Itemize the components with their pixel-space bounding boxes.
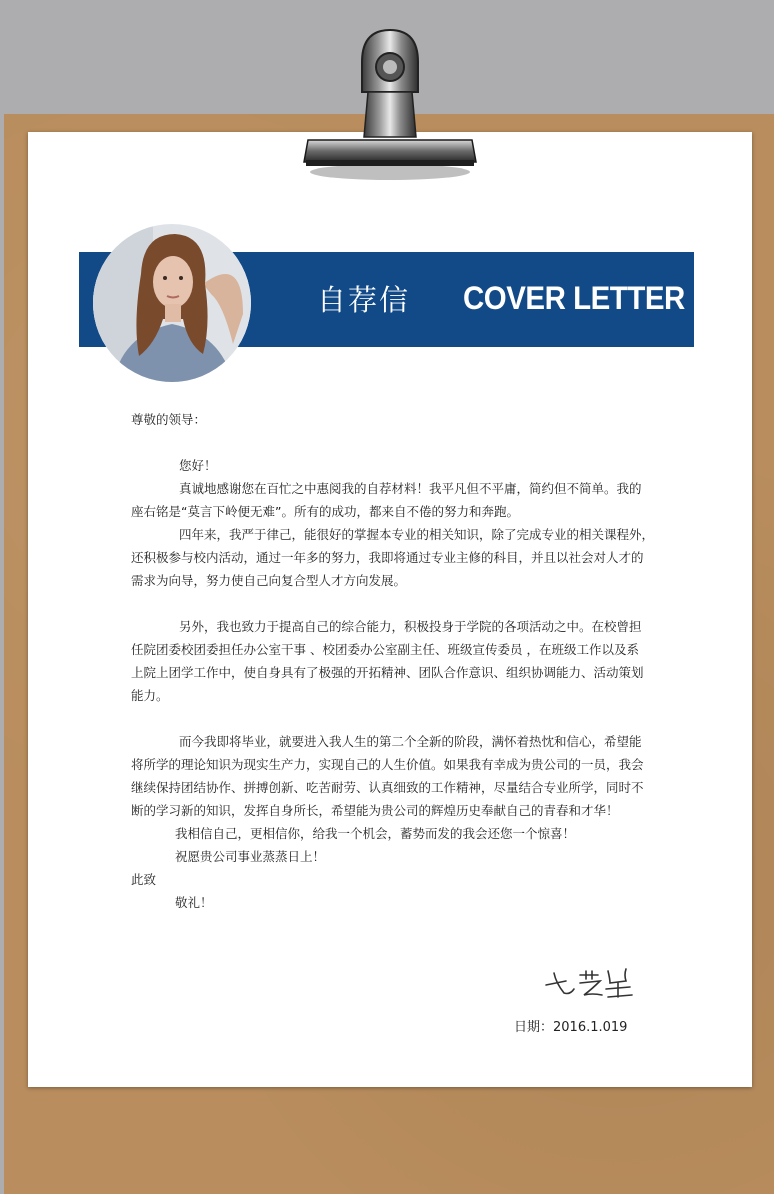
title-chinese: 自荐信 [317, 283, 411, 317]
paragraph-3-line: 上院上团学工作中，使自身具有了极强的开拓精神、团队合作意识、组织协调能力、活动策划 [131, 665, 644, 680]
paragraph-3-line: 任院团委校团委担任办公室干事 、校团委办公室副主任、班级宣传委员 ，在班级工作以及系 [131, 642, 639, 657]
paragraph-1-line: 座右铭是“莫言下岭便无难”。所有的成功，都来自不倦的努力和奔跑。 [131, 504, 519, 519]
paragraph-4-line: 继续保持团结协作、拼搏创新、吃苦耐劳、认真细致的工作精神，尽量结合专业所学，同时不 [131, 780, 644, 795]
closing-line-1: 此致 [131, 872, 157, 887]
paragraph-2-line: 还积极参与校内活动，通过一年多的努力，我即将通过专业主修的科目，并且以社会对人才的 [131, 550, 644, 565]
title-english: COVER LETTER [463, 280, 685, 316]
closing-line-2: 敬礼！ [175, 895, 213, 910]
paragraph-1-line: 真诚地感谢您在百忙之中惠阅我的自荐材料！我平凡但不平庸，简约但不简单。我的 [179, 481, 642, 496]
handwritten-signature [540, 965, 635, 999]
paragraph-5: 我相信自己，更相信你，给我一个机会，蓄势而发的我会还您一个惊喜！ [175, 826, 576, 841]
paragraph-4-line: 而今我即将毕业，就要进入我人生的第二个全新的阶段，满怀着热忱和信心，希望能 [179, 734, 642, 749]
paragraph-2-line: 需求为向导，努力使自己向复合型人才方向发展。 [131, 573, 407, 588]
letter-body [131, 408, 655, 914]
paragraph-4-line: 将所学的理论知识为现实生产力，实现自己的人生价值。如果我有幸成为贵公司的一员，我会 [131, 757, 644, 772]
binder-clip-icon [300, 22, 480, 182]
profile-photo [93, 224, 251, 382]
paragraph-6: 祝愿贵公司事业蒸蒸日上！ [175, 849, 326, 864]
paragraph-3-line: 另外，我也致力于提高自己的综合能力，积极投身于学院的各项活动之中。在校曾担 [179, 619, 642, 634]
salutation: 尊敬的领导： [131, 412, 207, 427]
letter-date: 日期：2016.1.019 [514, 1020, 628, 1035]
paragraph-4-line: 断的学习新的知识，发挥自身所长，希望能为贵公司的辉煌历史奉献自己的青春和才华！ [131, 803, 619, 818]
greeting: 您好！ [179, 458, 217, 473]
paragraph-3-line: 能力。 [131, 688, 169, 703]
paragraph-2-line: 四年来，我严于律己，能很好的掌握本专业的相关知识，除了完成专业的相关课程外， [179, 527, 655, 542]
